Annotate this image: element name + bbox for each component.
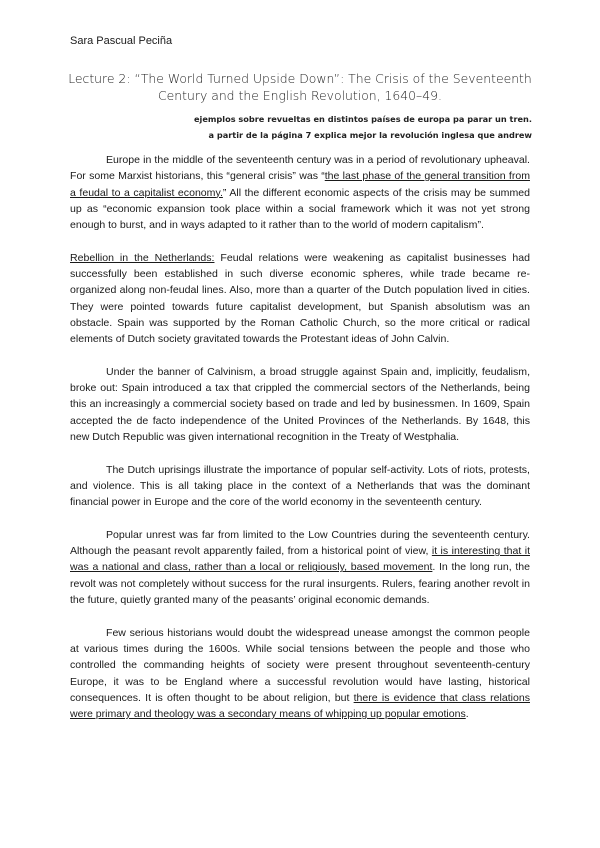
paragraph-1-text-a: Europe in the middle of the seventeenth century was in a period of revolutionary upheaval. For some Marxist historians, this “general crisis” was “ <box>70 154 530 183</box>
paragraph-5-underline: it is interesting that it was a national and class, rather than a local or religiously, based movement <box>70 545 530 574</box>
author-name: Sara Pascual Peciña <box>70 35 173 47</box>
document-title: Lecture 2: “The World Turned Upside Down”: The Crisis of the Seventeenth Century and the English Revolution, 1640–49. <box>68 71 532 103</box>
note-line-2: a partir de la página 7 explica mejor la revolución inglesa que andrew <box>208 130 532 140</box>
paragraph-5 <box>70 527 530 608</box>
paragraph-6-underline: there is evidence that class relations were primary and theology was a secondary means of whipping up popular emotions <box>70 691 530 721</box>
paragraph-6-text-b: . <box>465 708 469 721</box>
paragraph-5-text-b: . In the long run, the revolt was not completely without success for the rural insurgents. Rulers, fearing another revolt in the future, quietly granted many of the peasants’ original economic demands. <box>70 561 530 607</box>
paragraph-1 <box>70 152 530 233</box>
paragraph-1-text-b: ” All the different economic aspects of the crisis may be summed up as “economic expansion took place within a social framework which it was not yet strong enough to burst, and in ways adapted to it rather than to the world of modern capitalism”. <box>70 186 530 232</box>
paragraph-5-text-a: Popular unrest was far from limited to the Low Countries during the seventeenth century. Although the peasant revolt apparently failed, from a historical point of view, <box>70 528 530 558</box>
paragraph-2-heading: Rebellion in the Netherlands: <box>70 251 215 264</box>
paragraph-3: Under the banner of Calvinism, a broad struggle against Spain and, implicitly, feudalism, broke out: Spain introduced a tax that crippled the commercial sectors of the Netherlands, being this an increasingly a commercial society based on trade and led by businessmen. In 1609, Spain accepted the de facto independence of the United Provinces of the Netherlands. By 1648, this new Dutch Republic was given international recognition in the Treaty of Westphalia. <box>70 365 530 444</box>
paragraph-4: The Dutch uprisings illustrate the importance of popular self-activity. Lots of riots, protests, and violence. This is all taking place in the context of a Netherlands that was the dominant financial power in Europe and the core of the world economy in the seventeenth century. <box>70 463 530 509</box>
paragraph-2 <box>70 250 530 348</box>
paragraph-2-text: Feudal relations were weakening as capitalist businesses had successfully been established in such diverse economic spheres, while trade became re-organized along non-feudal lines. Also, more than a quarter of the Dutch population lived in cities. They were pointed towards future capitalist development, but Spanish absolutism was an obstacle. Spain was supported by the Roman Catholic Church, so the more critical or radical elements of Dutch society gravitated towards the Protestant ideas of John Calvin. <box>70 251 530 346</box>
handwritten-notes <box>150 111 532 143</box>
paragraph-6 <box>70 625 530 723</box>
paragraph-1-underline: the last phase of the general transition from a feudal to a capitalist economy. <box>70 170 530 199</box>
document-body <box>70 152 530 739</box>
paragraph-6-text-a: Few serious historians would doubt the widespread unease amongst the common people at various times during the 1600s. While social tensions between the people and those who controlled the commanding heights of society were present throughout seventeenth-century Europe, it was to be England where a successful revolution would have lasting, historical consequences. It is often thought to be about religion, but <box>70 626 530 704</box>
note-line-1: ejemplos sobre revueltas en distintos países de europa pa parar un tren. <box>193 114 532 124</box>
